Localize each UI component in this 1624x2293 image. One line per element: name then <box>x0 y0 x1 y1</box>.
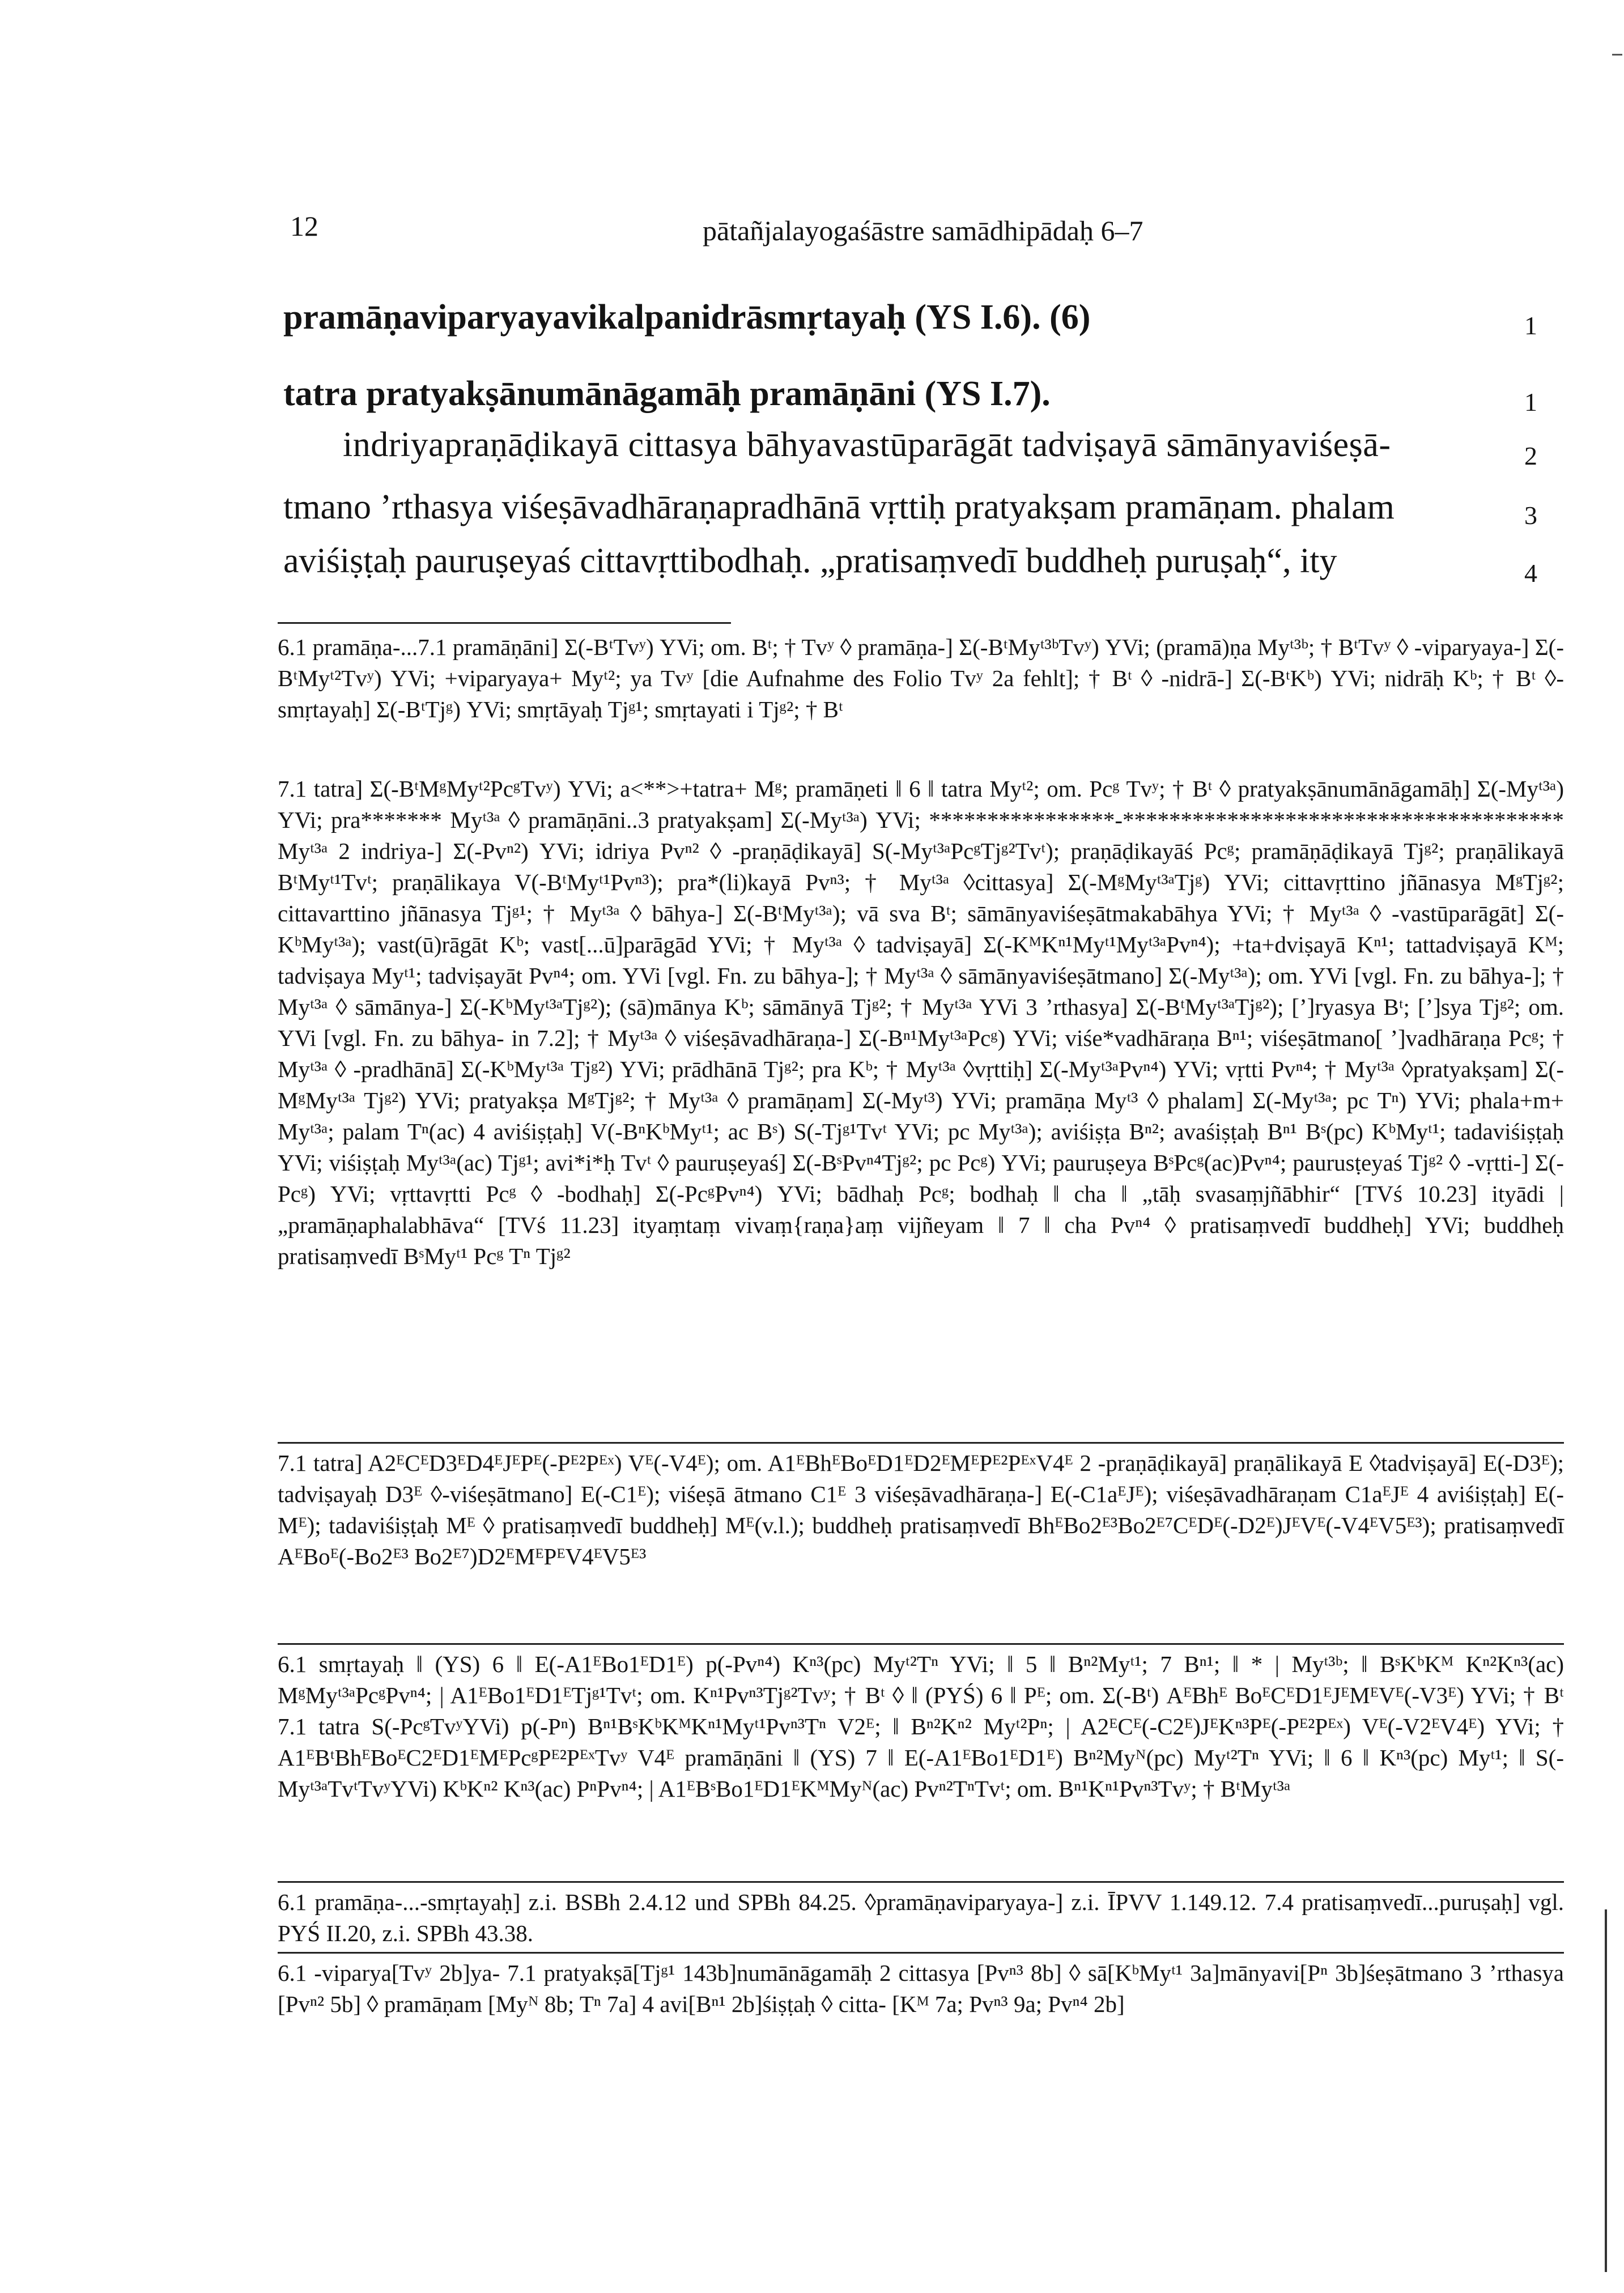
sutra-line-1: pramāṇaviparyayavikalpanidrāsmṛtayaḥ (YS I.6). (6) <box>283 298 1091 337</box>
apparatus-block-2: 7.1 tatra] Σ(-BᵗMᵍMyᵗ²PcᵍTvʸ) YVi; a<**>+tatra+ Mᵍ; pramāṇeti ‖ 6 ‖ tatra Myᵗ²; om. Pcᵍ Tvʸ; † Bᵗ ◊ pratyakṣānumānāgamāḥ] Σ(-Myᵗ³ᵃ) YVi; pra******* Myᵗ³ᵃ ◊ pramāṇāni..3 pratyakṣam] Σ(-Myᵗ³ᵃ) YVi; ****************-************************************** Myᵗ³ᵃ 2 indriya-] Σ(-Pvⁿ²) YVi; idriya Pvⁿ² ◊ -praṇāḍikayā] S(-Myᵗ³ᵃPcᵍTjᵍ²Tvᵗ); praṇāḍikayāś Pcᵍ; pramāṇāḍikayā Tjᵍ²; praṇālikayā BᵗMyᵗ¹Tvᵗ; praṇālikaya V(-BᵗMyᵗ¹Pvⁿ³); pra*(li)kayā Pvⁿ³; † Myᵗ³ᵃ ◊cittasya] Σ(-MᵍMyᵗ³ᵃTjᵍ) YVi; cittavṛttino jñānasya MᵍTjᵍ²; cittavarttino jñānasya Tjᵍ¹; † Myᵗ³ᵃ ◊ bāhya-] Σ(-BᵗMyᵗ³ᵃ); vā sva Bᵗ; sāmānyaviśeṣātmakabāhya YVi; † Myᵗ³ᵃ ◊ -vastūparāgāt] Σ(-KᵇMyᵗ³ᵃ); vast(ū)rāgāt Kᵇ; vast[...ū]parāgād YVi; † Myᵗ³ᵃ ◊ tadviṣayā] Σ(-KᴹKⁿ¹Myᵗ¹Myᵗ³ᵃPvⁿ⁴); +ta+dviṣayā Kⁿ¹; tattadviṣayā Kᴹ; tadviṣaya Myᵗ¹; tadviṣayāt Pvⁿ⁴; om. YVi [vgl. Fn. zu bāhya-]; † Myᵗ³ᵃ ◊ sāmānyaviśeṣātmano] Σ(-Myᵗ³ᵃ); om. YVi [vgl. Fn. zu bāhya-]; † Myᵗ³ᵃ ◊ sāmānya-] Σ(-KᵇMyᵗ³ᵃTjᵍ²); (sā)mānya Kᵇ; sāmānyā Tjᵍ²; † Myᵗ³ᵃ YVi 3 ’rthasya] Σ(-BᵗMyᵗ³ᵃTjᵍ²); [’]ryasya Bᵗ; [’]sya Tjᵍ²; om. YVi [vgl. Fn. zu bāhya- in 7.2]; † Myᵗ³ᵃ ◊ viśeṣāvadhāraṇa-] Σ(-Bⁿ¹Myᵗ³ᵃPcᵍ) YVi; viśe*vadhāraṇa Bⁿ¹; viśeṣātmano[ ’]vadhāraṇa Pcᵍ; † Myᵗ³ᵃ ◊ -pradhānā] Σ(-KᵇMyᵗ³ᵃ Tjᵍ²) YVi; prādhānā Tjᵍ²; pra Kᵇ; † Myᵗ³ᵃ ◊vṛttiḥ] Σ(-Myᵗ³ᵃPvⁿ⁴) YVi; vṛtti Pvⁿ⁴; † Myᵗ³ᵃ ◊pratyakṣam] Σ(-MᵍMyᵗ³ᵃ Tjᵍ²) YVi; pratyakṣa MᵍTjᵍ²; † Myᵗ³ᵃ ◊ pramāṇam] Σ(-Myᵗ³) YVi; pramāṇa Myᵗ³ ◊ phalam] Σ(-Myᵗ³ᵃ; pc Tⁿ) YVi; phala+m+ Myᵗ³ᵃ; palam Tⁿ(ac) 4 aviśiṣṭaḥ] V(-BⁿKᵇMyᵗ¹; ac Bˢ) S(-Tjᵍ¹Tvᵗ YVi; pc Myᵗ³ᵃ); aviśiṣṭa Bⁿ²; avaśiṣṭaḥ Bⁿ¹ Bˢ(pc) KᵇMyᵗ¹; tadaviśiṣṭaḥ YVi; viśiṣṭaḥ Myᵗ³ᵃ(ac) Tjᵍ¹; avi*i*ḥ Tvᵗ ◊ pauruṣeyaś] Σ(-BˢPvⁿ⁴Tjᵍ²; pc Pcᵍ) YVi; pauruṣeya BˢPcᵍ(ac)Pvⁿ⁴; paurusṭeyaś Tjᵍ² ◊ -vṛtti-] Σ(-Pcᵍ) YVi; vṛttavṛtti Pcᵍ ◊ -bodhaḥ] Σ(-PcᵍPvⁿ⁴) YVi; bādhaḥ Pcᵍ; bodhaḥ ‖ cha ‖ „tāḥ svasaṃjñābhir“ [TVś 10.23] ityādi | „pramāṇaphalabhāva“ [TVś 11.23] ityaṃtaṃ vivaṃ{raṇa}aṃ vijñeyam ‖ 7 ‖ cha Pvⁿ⁴ ◊ pratisaṃvedī buddheḥ] YVi; buddheḥ pratisaṃvedī BˢMyᵗ¹ Pcᵍ Tⁿ Tjᵍ² <box>278 776 1564 1269</box>
apparatus-divider-3 <box>278 1643 1564 1645</box>
page-number: 12 <box>290 210 318 242</box>
apparatus-block-4: 6.1 smṛtayaḥ ‖ (YS) 6 ‖ E(-A1ᴱBo1ᴱD1ᴱ) p(-Pvⁿ⁴) Kⁿ³(pc) Myᵗ²Tⁿ YVi; ‖ 5 ‖ Bⁿ²Myᵗ¹; 7 Bⁿ¹; ‖ * | Myᵗ³ᵇ; ‖ BˢKᵇKᴹ Kⁿ²Kⁿ³(ac) MᵍMyᵗ³ᵃPcᵍPvⁿ⁴; | A1ᴱBo1ᴱD1ᴱTjᵍ¹Tvᵗ; om. Kⁿ¹Pvⁿ³Tjᵍ²Tvʸ; † Bᵗ ◊ ‖ (PYŚ) 6 ‖ Pᴱ; om. Σ(-Bᵗ) AᴱBhᴱ BoᴱCᴱD1ᴱJᴱMᴱVᴱ(-V3ᴱ) YVi; † Bᵗ 7.1 tatra S(-PcᵍTvʸYVi) p(-Pⁿ) Bⁿ¹BˢKᵇKᴹKⁿ¹Myᵗ¹Pvⁿ³Tⁿ V2ᴱ; ‖ Bⁿ²Kⁿ² Myᵗ²Pⁿ; | A2ᴱCᴱ(-C2ᴱ)JᴱKⁿ³Pᴱ(-Pᴱ²Pᴱˣ) Vᴱ(-V2ᴱV4ᴱ) YVi; † A1ᴱBᵗBhᴱBoᴱC2ᴱD1ᴱMᴱPcᵍPᴱ²PᴱˣTvʸ V4ᴱ pramāṇāni ‖ (YS) 7 ‖ E(-A1ᴱBo1ᴱD1ᴱ) Bⁿ²Myᴺ(pc) Myᵗ²Tⁿ YVi; ‖ 6 ‖ Kⁿ³(pc) Myᵗ¹; ‖ S(-Myᵗ³ᵃTvᵗTvʸYVi) KᵇKⁿ² Kⁿ³(ac) PⁿPvⁿ⁴; | A1ᴱBˢBo1ᴱD1ᴱKᴹMyᴺ(ac) Pvⁿ²TⁿTvᵗ; om. Bⁿ¹Kⁿ¹Pvⁿ³Tvʸ; † BᵗMyᵗ³ᵃ <box>278 1651 1564 1802</box>
apparatus-divider-4 <box>278 1881 1564 1883</box>
apparatus-divider-5 <box>278 1952 1564 1954</box>
sutra-line-2: tatra pratyakṣānumānāgamāḥ pramāṇāni (YS I.7). <box>283 375 1051 413</box>
line-number-5: 4 <box>1524 559 1537 588</box>
apparatus-block-6: 6.1 -viparya[Tvʸ 2b]ya- 7.1 pratyakṣā[Tjᵍ¹ 143b]numānāgamāḥ 2 cittasya [Pvⁿ³ 8b] ◊ sā[KᵇMyᵗ¹ 3a]mānyavi[Pⁿ 3b]śeṣātmano 3 ’rthasya [Pvⁿ² 5b] ◊ pramāṇam [Myᴺ 8b; Tⁿ 7a] 4 avi[Bⁿ¹ 2b]śiṣṭaḥ ◊ citta- [Kᴹ 7a; Pvⁿ³ 9a; Pvⁿ⁴ 2b] <box>278 1960 1564 2017</box>
apparatus-block-5: 6.1 pramāṇa-...-smṛtayaḥ] z.i. BSBh 2.4.12 und SPBh 84.25. ◊pramāṇaviparyaya-] z.i. ĪPVV 1.149.12. 7.4 pratisaṃvedī...puruṣaḥ] vgl. PYŚ II.20, z.i. SPBh 43.38. <box>278 1889 1564 1946</box>
line-number-2: 1 <box>1524 388 1537 416</box>
commentary-line-3: aviśiṣṭaḥ pauruṣeyaś cittavṛttibodhaḥ. „pratisaṃvedī buddheḥ puruṣaḥ“, ity <box>283 542 1337 580</box>
scan-edge-line <box>1605 1909 1607 2272</box>
commentary-line-2: tmano ’rthasya viśeṣāvadhāraṇapradhānā vṛttiḥ pratyakṣam pramāṇam. phalam <box>283 488 1395 526</box>
apparatus-block-1: 6.1 pramāṇa-...7.1 pramāṇāni] Σ(-BᵗTvʸ) YVi; om. Bᵗ; † Tvʸ ◊ pramāṇa-] Σ(-BᵗMyᵗ³ᵇTvʸ) YVi; (pramā)ṇa Myᵗ³ᵇ; † BᵗTvʸ ◊ -viparyaya-] Σ(-BᵗMyᵗ²Tvʸ) YVi; +viparyaya+ Myᵗ²; ya Tvʸ [die Aufnahme des Folio Tvʸ 2a fehlt]; † Bᵗ ◊ -nidrā-] Σ(-BᵗKᵇ) YVi; nidrāḥ Kᵇ; † Bᵗ ◊-smṛtayaḥ] Σ(-BᵗTjᵍ) YVi; smṛtāyaḥ Tjᵍ¹; smṛtayati i Tjᵍ²; † Bᵗ <box>278 634 1564 722</box>
line-number-4: 3 <box>1524 501 1537 530</box>
running-title: pātañjalayogaśāstre samādhipādaḥ 6–7 <box>703 215 1143 246</box>
line-number-1: 1 <box>1524 311 1537 340</box>
corner-mark <box>1612 54 1622 56</box>
apparatus-divider-1 <box>278 622 731 624</box>
apparatus-divider-2 <box>278 1442 1564 1444</box>
commentary-line-1: indriyapraṇāḍikayā cittasya bāhyavastūparāgāt tadviṣayā sāmānyaviśeṣā- <box>343 426 1391 464</box>
line-number-3: 2 <box>1524 441 1537 470</box>
apparatus-block-3: 7.1 tatra] A2ᴱCᴱD3ᴱD4ᴱJᴱPᴱ(-Pᴱ²Pᴱˣ) Vᴱ(-V4ᴱ); om. A1ᴱBhᴱBoᴱD1ᴱD2ᴱMᴱPᴱ²PᴱˣV4ᴱ 2 -praṇāḍikayā] praṇālikayā E ◊tadviṣayā] E(-D3ᴱ); tadviṣayaḥ D3ᴱ ◊-viśeṣātmano] E(-C1ᴱ); viśeṣā ātmano C1ᴱ 3 viśeṣāvadhāraṇa-] E(-C1aᴱJᴱ); viśeṣāvadhāraṇam C1aᴱJᴱ 4 aviśiṣṭaḥ] E(-Mᴱ); tadaviśiṣṭaḥ Mᴱ ◊ pratisaṃvedī buddheḥ] Mᴱ(v.l.); buddheḥ pratisaṃvedī BhᴱBo2ᴱ³Bo2ᴱ⁷CᴱDᴱ(-D2ᴱ)JᴱVᴱ(-V4ᴱV5ᴱ³); pratisaṃvedī AᴱBoᴱ(-Bo2ᴱ³ Bo2ᴱ⁷)D2ᴱMᴱPᴱV4ᴱV5ᴱ³ <box>278 1450 1564 1569</box>
